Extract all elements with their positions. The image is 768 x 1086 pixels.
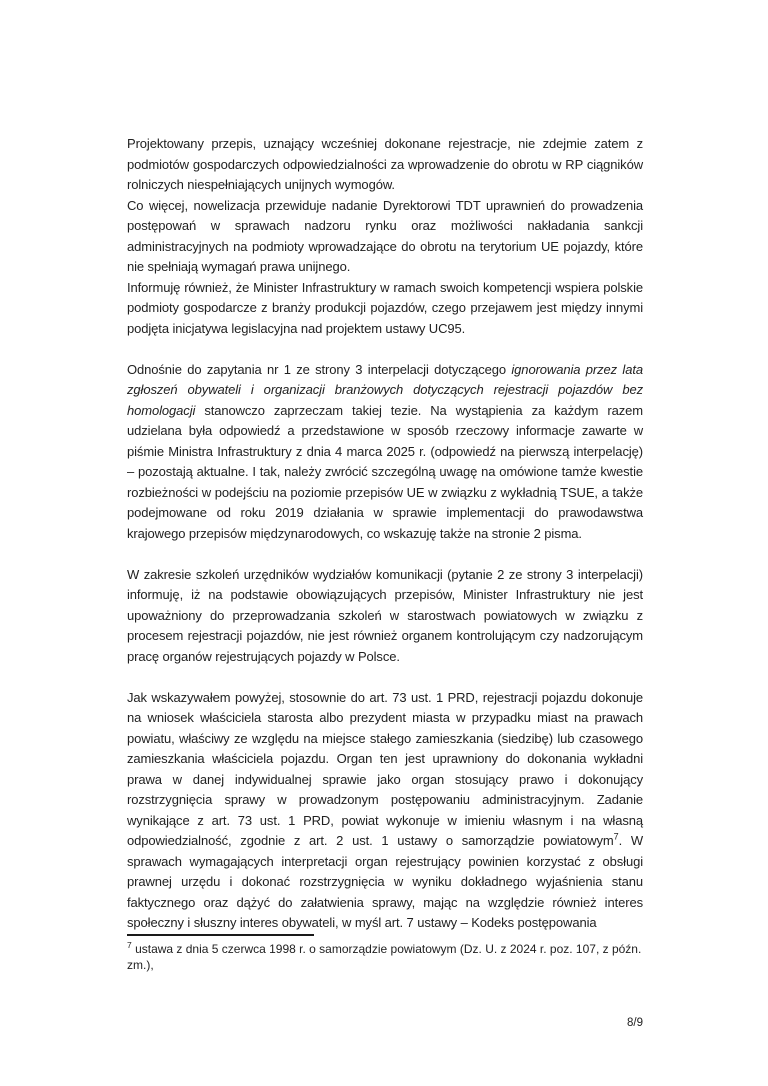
text-segment: ignorowania przez lata zgłoszeń obywateli i organizacji branżowych dotyczących rejestracji pojazdów bez homologacji — [127, 361, 643, 418]
text-segment: Co więcej, nowelizacja przewiduje nadanie Dyrektorowi TDT uprawnień do prowadzenia postępowań w sprawach nadzoru rynku oraz możliwości nakładania sankcji administracyjnych na podmioty wprowadzające do obrotu na terytorium UE pojazdy, które nie spełniają wymagań prawa unijnego. — [127, 197, 643, 274]
body-text — [127, 134, 643, 934]
page-number: 8/9 — [627, 1017, 643, 1029]
text-segment: Projektowany przepis, uznający wcześniej dokonane rejestracje, nie zdejmie zatem z podmiotów gospodarczych odpowiedzialności za wprowadzenie do obrotu w RP ciągników rolniczych niespełniających unijnych wymogów. — [127, 136, 643, 192]
footnote-separator — [127, 934, 314, 936]
text-segment: Jak wskazywałem powyżej, stosownie do art. 73 ust. 1 PRD, rejestracji pojazdu dokonuje na wniosek właściciela starosta albo prezydent miasta w przypadku miast na prawach powiatu, właściwy ze względu na miejsce stałego zamieszkania (siedzibę) lub czasowego zamieszkania właściciela pojazdu. Organ ten jest uprawniony do dokonania wykładni prawa w danej indywidualnej sprawie jako organ stosujący prawo i dokonujący rozstrzygnięcia sprawy w prowadzonym postępowaniu administracyjnym. Zadanie wynikające z art. 73 ust. 1 PRD, powiat wykonuje w imieniu własnym i na własną odpowiedzialność, zgodnie z art. 2 ust. 1 ustawy o samorządzie powiatowym — [127, 689, 643, 848]
para-2 — [127, 196, 643, 278]
para-6 — [127, 688, 643, 934]
text-segment: Informuję również, że Minister Infrastruktury w ramach swoich kompetencji wspiera polskie podmioty gospodarcze z branży produkcji pojazdów, czego przejawem jest między innymi podjęta inicjatywa legislacyjna nad projektem ustawy UC95. — [127, 279, 643, 336]
text-segment: . W sprawach wymagających interpretacji organ rejestrujący powinien korzystać z obsługi prawnej urzędu i dokonać rozstrzygnięcia w wyniku dokładnego wyjaśnienia stanu faktycznego oraz dążyć do załatwienia sprawy, mając na względzie również interes społeczny i słuszny interes obywateli, w myśl art. 7 ustawy – Kodeks postępowania — [127, 833, 644, 930]
footnote-text: ustawa z dnia 5 czerwca 1998 r. o samorządzie powiatowym (Dz. U. z 2024 r. poz. 107, z późn. zm.), — [127, 942, 642, 972]
para-1 — [127, 134, 643, 196]
footnote — [127, 941, 643, 973]
para-3 — [127, 278, 643, 340]
para-5 — [127, 565, 643, 668]
footnote-reference: 7 — [613, 831, 619, 842]
footnote-marker: 7 — [127, 940, 132, 950]
text-segment: W zakresie szkoleń urzędników wydziałów komunikacji (pytanie 2 ze strony 3 interpelacji) informuję, iż na podstawie obowiązujących przepisów, Minister Infrastruktury nie jest upoważniony do przeprowadzania szkoleń w starostwach powiatowych w związku z procesem rejestracji pojazdów, nie jest również organem kontrolującym czy nadzorującym pracę organów rejestrujących pojazdy w Polsce. — [127, 566, 643, 664]
text-segment: Odnośnie do zapytania nr 1 ze strony 3 interpelacji dotyczącego — [127, 361, 512, 377]
text-segment: stanowczo zaprzeczam takiej tezie. Na wystąpienia za każdym razem udzielana była odpowiedź a przedstawione w sposób rzeczowy informacje zawarte w piśmie Ministra Infrastruktury z dnia 4 marca 2025 r. (odpowiedź na pierwszą interpelację) – pozostają aktualne. I tak, należy zwrócić szczególną uwagę na omówione tamże kwestie rozbieżności w podejściu na poziomie przepisów UE w związku z wykładnią TSUE, a także podejmowane od roku 2019 działania w sprawie implementacji do prawodawstwa krajowego przepisów międzynarodowych, co wskazuję także na stronie 2 pisma. — [127, 402, 643, 541]
para-4 — [127, 360, 643, 545]
